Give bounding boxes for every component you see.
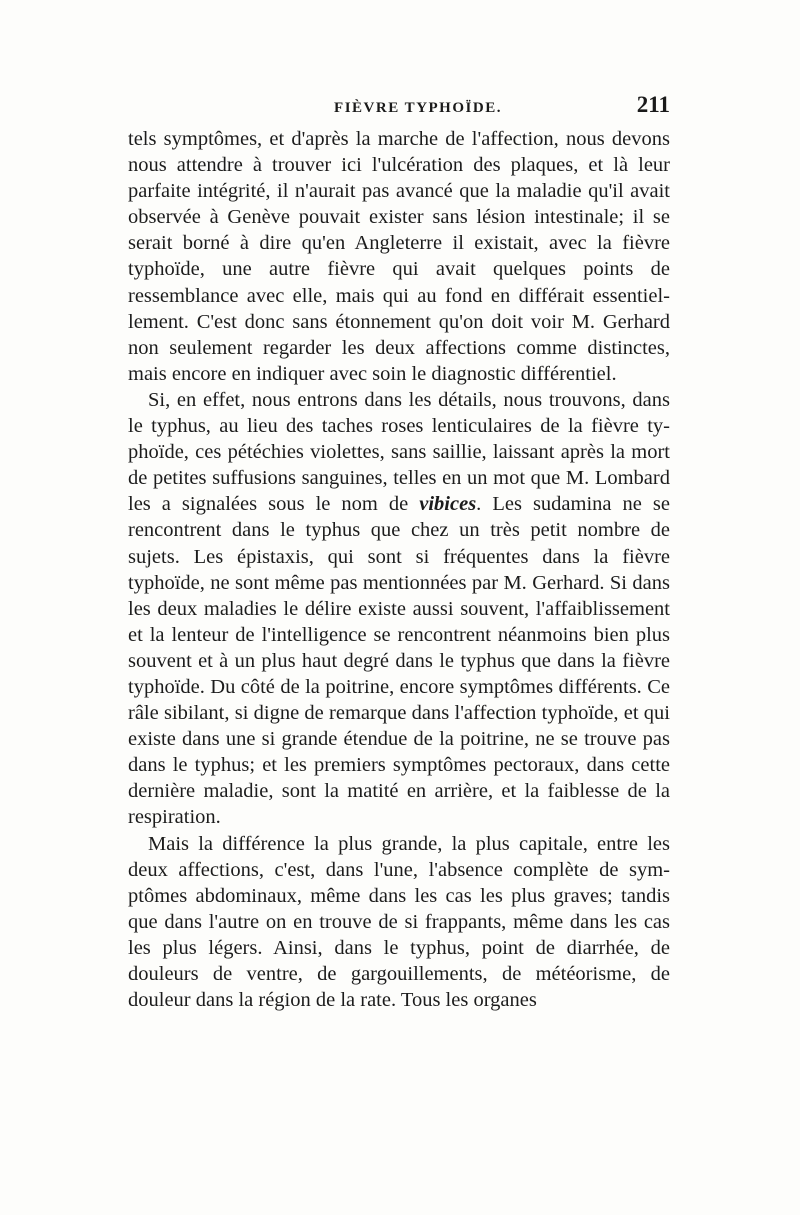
body-text: [128, 126, 670, 1013]
page-number: 211: [636, 92, 670, 117]
paragraph-3: Mais la différence la plus grande, la plus capitale, entre les deux affections, c'est, dans l'une, l'absence complète de symptômes abdominaux, même dans les cas les plus graves; tandis que dans l'autre on en trouve de si frappants, même dans les cas les plus légers. Ainsi, dans le typhus, point de diarrhée, de douleurs de ventre, de gargouillements, de météorisme, de douleur dans la région de la rate. Tous les organes: [128, 832, 670, 1012]
paragraph-2: [128, 387, 670, 831]
paragraph-2-text-a: Si, en effet, nous entrons dans les détails, nous trouvons, dans le typhus, au lieu des taches roses lenticulaires de la fièvre typhoïde, ces pétéchies violettes, sans saillie, laissant après la mort de petites suffusions sanguines, telles en un mot que M. Lombard les a signalées sous le nom de: [128, 388, 670, 516]
running-title: FIÈVRE TYPHOÏDE.: [334, 100, 502, 116]
paragraph-1: tels symptômes, et d'après la marche de l'affection, nous devons nous attendre à trouver ici l'ulcération des plaques, et là leur parfaite intégrité, il n'aurait pas avancé que la maladie qu'il avait observée à Genève pouvait exister sans lésion intestinale; il se serait borné à dire qu'en Angleterre il existait, avec la fièvre typhoïde, une autre fièvre qui avait quelques points de ressemblance avec elle, mais qui au fond en différait essentiellement. C'est donc sans étonnement qu'on doit voir M. Gerhard non seulement regarder les deux affections comme distinctes, mais encore en indiquer avec soin le diagnostic différentiel.: [128, 128, 670, 385]
italic-term-vibices: vibices: [419, 493, 477, 516]
paragraph-2-text-b: . Les sudamina ne se rencontrent dans le typhus que chez un très petit nombre de sujets. Les épistaxis, qui sont si fréquentes dans la fièvre typhoïde, ne sont même pas mentionnées par M. Gerhard. Si dans les deux maladies le délire existe aussi souvent, l'affaiblissement et la lenteur de l'intelligence se rencontrent néanmoins bien plus souvent et à un plus haut degré dans le typhus que dans la fièvre typhoïde. Du côté de la poitrine, encore symptômes différents. Ce râle sibilant, si digne de remarque dans l'affection typhoïde, et qui existe dans une si grande étendue de la poitrine, ne se trouve pas dans le typhus; et les premiers symptômes pectoraux, dans cette dernière maladie, sont la matité en arrière, et la faiblesse de la respiration.: [128, 493, 670, 829]
page-header: [118, 92, 678, 122]
